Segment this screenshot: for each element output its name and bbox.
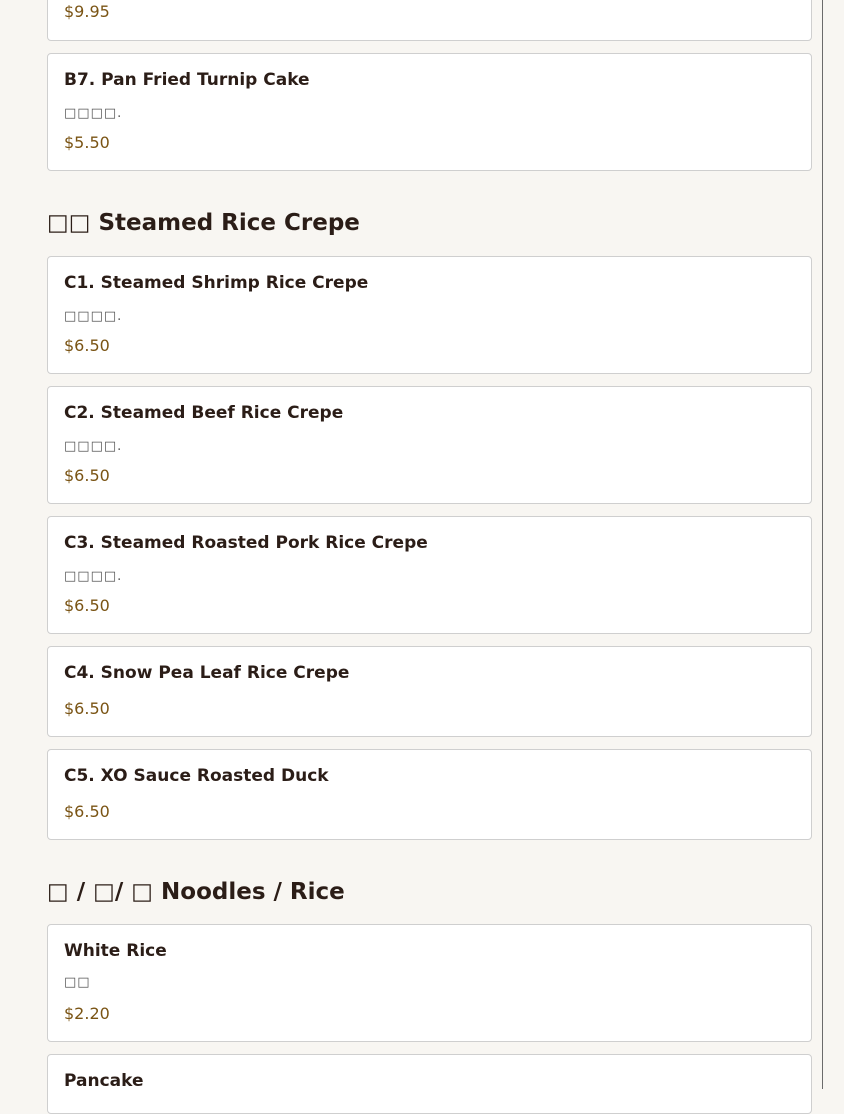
item-price: $2.20 [64, 1004, 110, 1023]
item-chinese-name: □□□□. [64, 106, 123, 121]
menu-item-card[interactable] [47, 749, 812, 840]
item-price: $6.50 [64, 466, 110, 485]
menu-item-card[interactable] [47, 646, 812, 737]
item-name: C5. XO Sauce Roasted Duck [64, 766, 329, 786]
page-right-border [822, 0, 823, 1089]
item-chinese-name: □□□□. [64, 309, 123, 324]
item-name: C2. Steamed Beef Rice Crepe [64, 403, 344, 423]
menu-item-card[interactable] [47, 256, 812, 374]
menu-item-card[interactable] [47, 1054, 812, 1114]
item-price: $9.95 [64, 2, 110, 21]
section-heading-rice-crepe: □□ Steamed Rice Crepe [47, 210, 360, 236]
item-chinese-name: □□□□. [64, 439, 123, 454]
item-price: $6.50 [64, 699, 110, 718]
menu-item-card[interactable] [47, 516, 812, 634]
item-name: B7. Pan Fried Turnip Cake [64, 70, 310, 90]
item-name: C4. Snow Pea Leaf Rice Crepe [64, 663, 350, 683]
item-price: $6.50 [64, 802, 110, 821]
item-name: C3. Steamed Roasted Pork Rice Crepe [64, 533, 428, 553]
section-heading-noodles-rice: □ / □/ □ Noodles / Rice [47, 879, 345, 905]
item-price: $6.50 [64, 596, 110, 615]
item-price: $6.50 [64, 336, 110, 355]
menu-item-card[interactable] [47, 0, 812, 41]
item-name: C1. Steamed Shrimp Rice Crepe [64, 273, 369, 293]
item-chinese-name: □□□□. [64, 569, 123, 584]
item-name: White Rice [64, 941, 167, 961]
menu-item-card[interactable] [47, 386, 812, 504]
menu-item-card[interactable] [47, 924, 812, 1042]
item-chinese-name: □□ [64, 975, 91, 990]
menu-item-card[interactable] [47, 53, 812, 171]
item-price: $5.50 [64, 133, 110, 152]
item-name: Pancake [64, 1071, 144, 1091]
